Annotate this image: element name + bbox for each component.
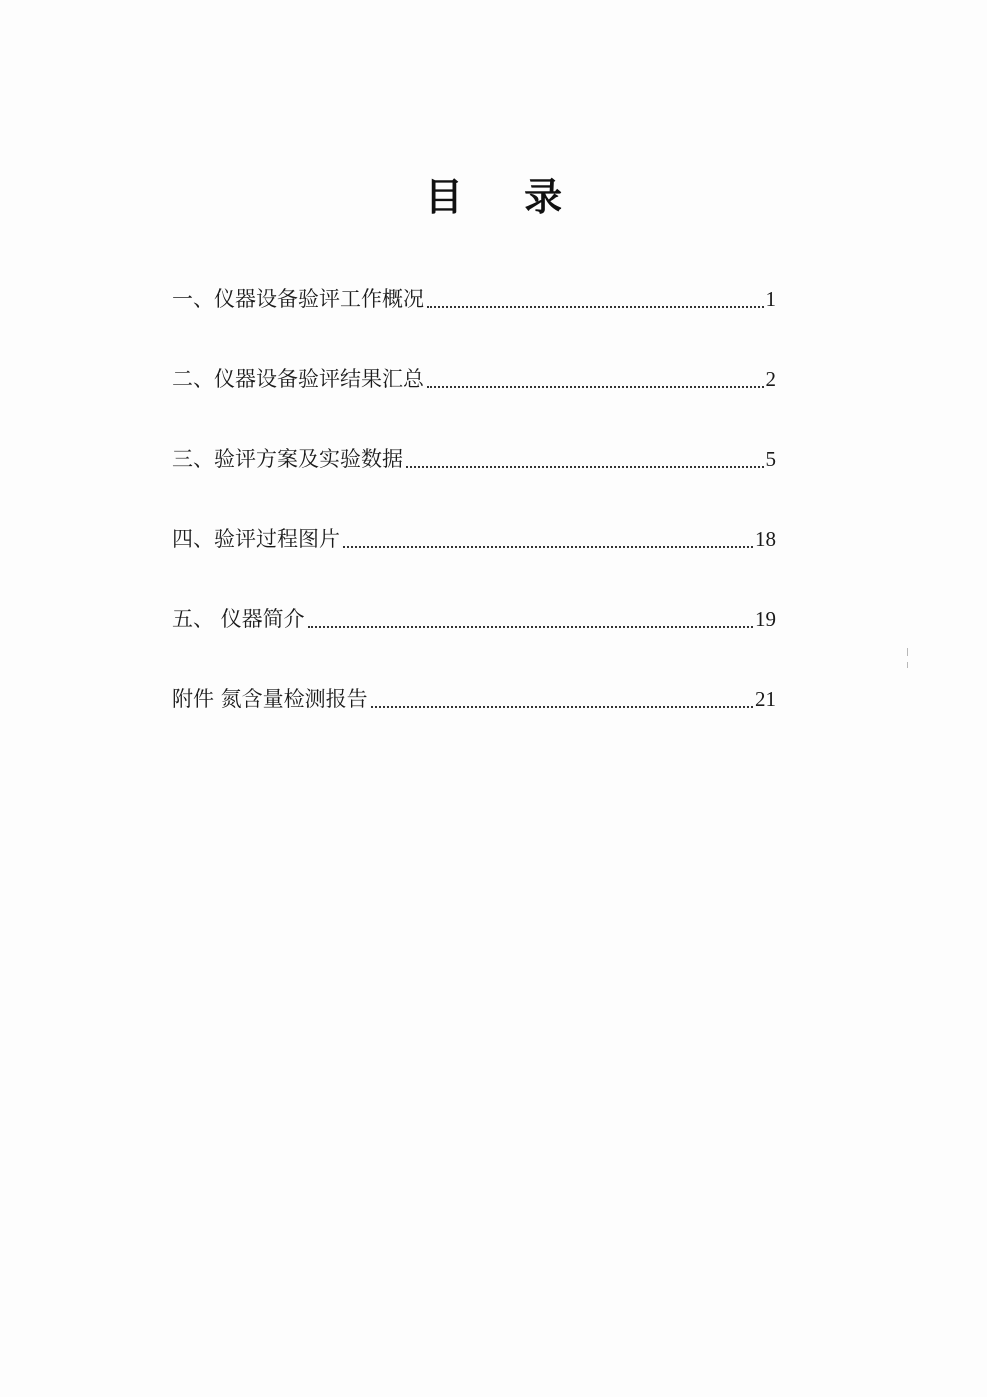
table-of-contents (172, 279, 776, 759)
toc-leader-dots (371, 706, 753, 708)
toc-entry-page: 21 (755, 687, 776, 711)
toc-leader-dots (343, 546, 753, 548)
toc-entry-page: 5 (765, 447, 776, 471)
toc-entry-5[interactable] (172, 599, 776, 639)
toc-entry-label: 四、验评过程图片 (172, 527, 340, 551)
toc-entry-label: 五、 仪器简介 (172, 607, 305, 631)
toc-entry-page: 19 (755, 607, 776, 631)
toc-entry-page: 18 (755, 527, 776, 551)
toc-leader-dots (427, 386, 764, 388)
toc-entry-1[interactable] (172, 279, 776, 319)
page-title: 目 录 (424, 175, 587, 219)
toc-entry-label: 二、仪器设备验评结果汇总 (172, 367, 424, 391)
toc-entry-3[interactable] (172, 439, 776, 479)
toc-entry-label: 一、仪器设备验评工作概况 (172, 287, 424, 311)
toc-leader-dots (308, 626, 753, 628)
toc-leader-dots (406, 466, 764, 468)
toc-entry-2[interactable] (172, 359, 776, 399)
toc-entry-label: 三、验评方案及实验数据 (172, 447, 403, 471)
toc-entry-page: 2 (765, 367, 776, 391)
scan-artifact (907, 648, 908, 656)
toc-entry-label: 附件 氮含量检测报告 (172, 687, 368, 711)
toc-entry-4[interactable] (172, 519, 776, 559)
toc-entry-6[interactable] (172, 679, 776, 719)
toc-leader-dots (427, 306, 764, 308)
toc-entry-page: 1 (765, 287, 776, 311)
scan-artifact (907, 662, 908, 668)
